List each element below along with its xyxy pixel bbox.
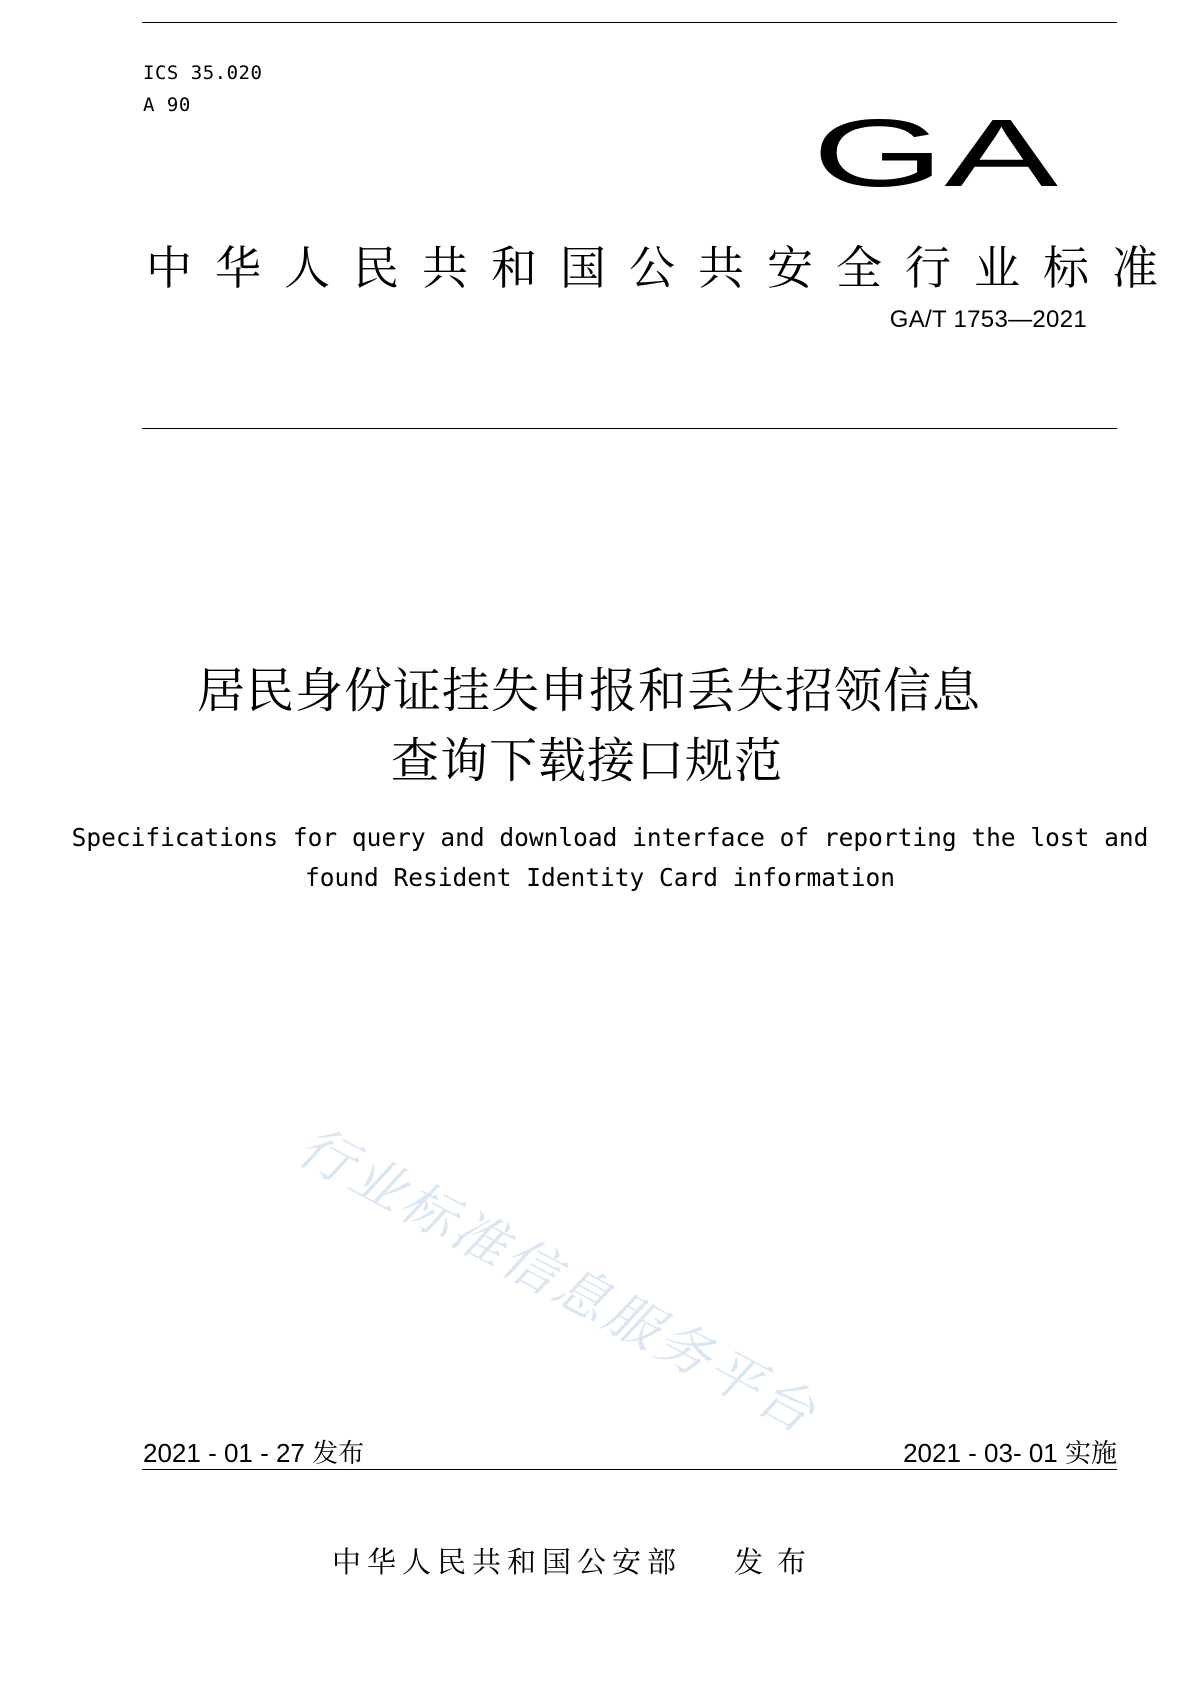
standard-type-title: 中华人民共和国公共安全行业标准 — [146, 241, 1181, 295]
document-title-zh-line1: 居民身份证挂失申报和丢失招领信息 — [196, 663, 981, 719]
publish-date: 2021 - 01 - 27 发布 — [143, 1438, 365, 1468]
watermark: 行业标准信息服务平台 — [288, 1114, 828, 1447]
document-title-en-line1: Specifications for query and download interface of reporting the lost and — [71, 823, 1149, 852]
issuer-row — [332, 1540, 820, 1581]
ics-code: ICS 35.020 — [143, 62, 263, 84]
standard-number: GA/T 1753—2021 — [889, 306, 1087, 333]
issuer-name: 中华人民共和国公安部 — [332, 1545, 683, 1579]
effective-date: 2021 - 03- 01 实施 — [903, 1438, 1117, 1468]
ga-logo-text: GA — [812, 108, 1058, 194]
top-rule — [142, 22, 1117, 23]
header-rule — [142, 428, 1117, 429]
ccs-code: A 90 — [143, 94, 191, 116]
ga-logo — [812, 108, 1062, 194]
document-title-zh-line2: 查询下载接口规范 — [390, 733, 783, 789]
document-title-en-line2: found Resident Identity Card information — [304, 863, 895, 892]
date-rule — [142, 1469, 1117, 1470]
issue-verb: 发布 — [734, 1545, 821, 1579]
